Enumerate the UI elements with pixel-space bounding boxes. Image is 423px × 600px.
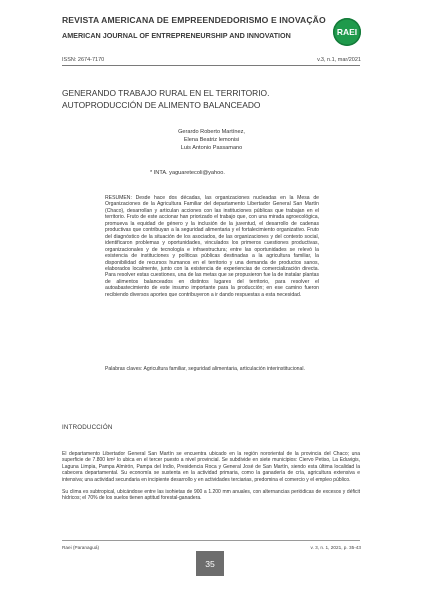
- article-title-line-2: AUTOPRODUCCIÓN DE ALIMENTO BALANCEADO: [62, 99, 261, 110]
- footer-journal: Raei (Paranaguá): [62, 545, 100, 550]
- footer-citation: v. 3, n. 1, 2021, p. 35-43: [310, 545, 361, 550]
- journal-title: REVISTA AMERICANA DE EMPREENDEDORISMO E INOVAÇÃO: [62, 15, 326, 25]
- body-paragraph: Su clima es subtropical, ubicándose entre las isohietas de 900 a 1.200 mm anuales, con alternancias periódicas de excesos y déficit hídricos; el 70% de los suelos tienen aptitud forestal-ganadera.: [62, 488, 360, 502]
- author: Gerardo Roberto Martínez,: [178, 129, 245, 135]
- author: Elena Beatriz lemonisi: [183, 137, 240, 143]
- author-email: * INTA. yaguaretecoli@yahoo.: [150, 170, 225, 176]
- article-title-line-1: GENERANDO TRABAJO RURAL EN EL TERRITORIO.: [62, 88, 270, 98]
- journal-logo: RAEI: [333, 18, 361, 46]
- section-body: [62, 451, 360, 507]
- author-list: [0, 128, 423, 152]
- abstract: RESUMEN: Desde hace dos décadas, las organizaciones nucleadas en la Mesa de Organizaciones de la Agricultura Familiar del departamento Libertador General San Martín (Chaco), desarrollan y articulan acciones con las instituciones públicas que trabajan en el territorio. Fruto de este accionar han priorizado el trabajo que, con una mirada agroecológica, promueva la equidad de género y la inclusión de la juventud, el desarrollo de cadenas productivas que contribuyan a la seguridad alimentaria y el fortalecimiento organizativo. Fruto del diagnóstico de la situación de los asociados, de las organizaciones y del contexto social, identificaron problemas y oportunidades, vinculados los primeros cuestiones productivas, organizacionales y de tecnología e infraestructura; entre las oportunidades se relevó la existencia de instituciones y políticas públicas destinadas a la agricultura familiar, la disponibilidad de recursos humanos en el territorio y una demanda de productos sanos, elaborados localmente, junto con la existencia de experiencias de comercialización directa. Para resolver estas cuestiones, una de las metas que se propusieron fue la de instalar plantas de alimentos balanceados en distintos lugares del territorio, para resolver el autoabastecimiento de este insumo importante para la producción; en ese camino fueron recibiendo diversos aportes que contribuyeron a ir dando respuestas a esta necesidad.: [105, 195, 319, 298]
- author: Luis Antonio Passamano: [180, 145, 243, 151]
- journal-subtitle: AMERICAN JOURNAL OF ENTREPRENEURSHIP AND INNOVATION: [62, 31, 291, 40]
- footer-divider: [62, 540, 360, 541]
- section-heading: INTRODUCCIÓN: [62, 424, 113, 431]
- body-paragraph: El departamento Libertador General San Martín se encuentra ubicado en la región nororiental de la provincia del Chaco; una superficie de 7.800 km² lo ubica en el tercer puesto a nivel provincial. Se subdivide en siete municipios: Ciervo Petiso, La Eduvigis, Laguna Limpia, Pampa Almirón, Pampa del Indio, Presidencia Roca y General José de San Martín, siendo esta última localidad la cabecera departamental. Su economía se sustenta en la actividad primaria, como la ganadería de cría, agricultura extensiva e intensiva; una actividad secundaria en incipiente desarrollo y en actividades terciarias, predomina el comercio y el empleo público.: [62, 451, 360, 483]
- issn: ISSN: 2674-7170: [62, 57, 105, 63]
- header-divider: [62, 65, 360, 66]
- page-number: 35: [196, 551, 224, 576]
- volume-info: v.3, n.1, mar/2021: [317, 57, 361, 63]
- article-title: [62, 88, 360, 111]
- keywords: Palabras claves: Agricultura familiar, seguridad alimentaria, articulación interinstitucional.: [105, 366, 305, 372]
